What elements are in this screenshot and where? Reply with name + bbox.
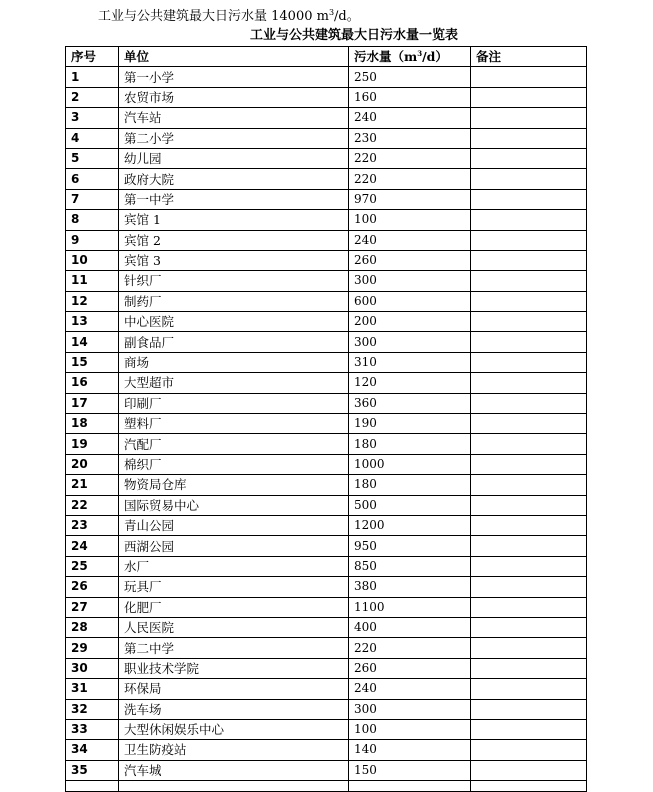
- table-row: [66, 67, 587, 87]
- row-note: [471, 414, 587, 434]
- row-flow: 260: [349, 658, 471, 678]
- row-unit: 第二小学: [119, 128, 349, 148]
- table-row: [66, 577, 587, 597]
- row-unit: 大型休闲娱乐中心: [119, 719, 349, 739]
- row-number: 35: [66, 760, 119, 780]
- row-unit: 农贸市场: [119, 87, 349, 107]
- header-note: 备注: [471, 47, 587, 67]
- table-row: [66, 128, 587, 148]
- table-row: [66, 679, 587, 699]
- cutoff-cell: [119, 781, 349, 792]
- row-flow: 400: [349, 617, 471, 637]
- table-row: [66, 352, 587, 372]
- header-unit: 单位: [119, 47, 349, 67]
- row-unit: 塑料厂: [119, 414, 349, 434]
- row-unit: 汽配厂: [119, 434, 349, 454]
- row-number: 2: [66, 87, 119, 107]
- row-flow: 180: [349, 434, 471, 454]
- row-unit: 职业技术学院: [119, 658, 349, 678]
- row-number: 34: [66, 740, 119, 760]
- table-row: [66, 475, 587, 495]
- row-unit: 化肥厂: [119, 597, 349, 617]
- row-unit: 玩具厂: [119, 577, 349, 597]
- table-row: [66, 515, 587, 535]
- table-row: [66, 414, 587, 434]
- row-note: [471, 699, 587, 719]
- header-flow-superscript: 3: [417, 49, 423, 59]
- table-row: [66, 332, 587, 352]
- row-unit: 大型超市: [119, 373, 349, 393]
- row-note: [471, 148, 587, 168]
- row-unit: 棉织厂: [119, 454, 349, 474]
- row-flow: 220: [349, 148, 471, 168]
- row-number: 21: [66, 475, 119, 495]
- cutoff-cell: [66, 781, 119, 792]
- row-number: 16: [66, 373, 119, 393]
- row-unit: 青山公园: [119, 515, 349, 535]
- row-number: 32: [66, 699, 119, 719]
- row-unit: 宾馆 2: [119, 230, 349, 250]
- row-number: 14: [66, 332, 119, 352]
- row-number: 1: [66, 67, 119, 87]
- row-number: 15: [66, 352, 119, 372]
- row-number: 6: [66, 169, 119, 189]
- table-row: [66, 760, 587, 780]
- row-note: [471, 495, 587, 515]
- row-note: [471, 638, 587, 658]
- table-row: [66, 556, 587, 576]
- row-flow: 300: [349, 332, 471, 352]
- row-unit: 第一小学: [119, 67, 349, 87]
- row-note: [471, 597, 587, 617]
- table-row: [66, 210, 587, 230]
- row-note: [471, 393, 587, 413]
- row-unit: 洗车场: [119, 699, 349, 719]
- row-unit: 宾馆 1: [119, 210, 349, 230]
- intro-text: 工业与公共建筑最大日污水量 14000 m: [98, 9, 329, 24]
- table-row: [66, 740, 587, 760]
- row-number: 33: [66, 719, 119, 739]
- table-row: [66, 454, 587, 474]
- cutoff-cell: [349, 781, 471, 792]
- row-flow: 500: [349, 495, 471, 515]
- row-number: 31: [66, 679, 119, 699]
- row-number: 25: [66, 556, 119, 576]
- row-flow: 1100: [349, 597, 471, 617]
- table-row: [66, 699, 587, 719]
- intro-line: [98, 8, 360, 26]
- row-note: [471, 271, 587, 291]
- row-number: 22: [66, 495, 119, 515]
- row-unit: 中心医院: [119, 312, 349, 332]
- row-number: 26: [66, 577, 119, 597]
- row-note: [471, 760, 587, 780]
- row-flow: 1200: [349, 515, 471, 535]
- row-note: [471, 189, 587, 209]
- row-number: 13: [66, 312, 119, 332]
- table-row: [66, 434, 587, 454]
- row-unit: 汽车城: [119, 760, 349, 780]
- row-note: [471, 536, 587, 556]
- row-unit: 西湖公园: [119, 536, 349, 556]
- row-flow: 160: [349, 87, 471, 107]
- row-number: 10: [66, 250, 119, 270]
- row-flow: 600: [349, 291, 471, 311]
- header-flow: [349, 47, 471, 67]
- row-number: 12: [66, 291, 119, 311]
- header-flow-post: /d）: [422, 49, 448, 65]
- row-flow: 200: [349, 312, 471, 332]
- row-note: [471, 454, 587, 474]
- table-row: [66, 719, 587, 739]
- row-number: 4: [66, 128, 119, 148]
- table-row-cutoff: [66, 781, 587, 792]
- row-flow: 360: [349, 393, 471, 413]
- row-number: 17: [66, 393, 119, 413]
- row-number: 3: [66, 108, 119, 128]
- row-flow: 300: [349, 699, 471, 719]
- row-note: [471, 617, 587, 637]
- row-unit: 幼儿园: [119, 148, 349, 168]
- row-note: [471, 291, 587, 311]
- row-flow: 220: [349, 638, 471, 658]
- row-unit: 第二中学: [119, 638, 349, 658]
- intro-superscript: 3: [328, 8, 335, 17]
- table-row: [66, 658, 587, 678]
- row-number: 23: [66, 515, 119, 535]
- table-row: [66, 312, 587, 332]
- row-number: 28: [66, 617, 119, 637]
- row-unit: 水厂: [119, 556, 349, 576]
- row-flow: 380: [349, 577, 471, 597]
- row-note: [471, 312, 587, 332]
- row-unit: 卫生防疫站: [119, 740, 349, 760]
- row-unit: 人民医院: [119, 617, 349, 637]
- table-row: [66, 393, 587, 413]
- row-unit: 针织厂: [119, 271, 349, 291]
- row-note: [471, 556, 587, 576]
- row-number: 30: [66, 658, 119, 678]
- table-row: [66, 250, 587, 270]
- row-flow: 180: [349, 475, 471, 495]
- row-flow: 240: [349, 230, 471, 250]
- table-row: [66, 617, 587, 637]
- row-note: [471, 169, 587, 189]
- sewage-table: [65, 46, 587, 792]
- table-row: [66, 271, 587, 291]
- row-note: [471, 719, 587, 739]
- table-row: [66, 373, 587, 393]
- row-note: [471, 230, 587, 250]
- row-note: [471, 658, 587, 678]
- row-unit: 汽车站: [119, 108, 349, 128]
- row-unit: 副食品厂: [119, 332, 349, 352]
- table-row: [66, 495, 587, 515]
- row-unit: 政府大院: [119, 169, 349, 189]
- row-flow: 100: [349, 719, 471, 739]
- row-flow: 240: [349, 679, 471, 699]
- row-note: [471, 515, 587, 535]
- row-note: [471, 332, 587, 352]
- table-row: [66, 536, 587, 556]
- header-row: [66, 47, 587, 67]
- row-flow: 260: [349, 250, 471, 270]
- table-row: [66, 108, 587, 128]
- row-flow: 950: [349, 536, 471, 556]
- table-row: [66, 148, 587, 168]
- row-flow: 230: [349, 128, 471, 148]
- row-unit: 制药厂: [119, 291, 349, 311]
- intro-tail: /d。: [334, 9, 360, 24]
- row-number: 9: [66, 230, 119, 250]
- row-flow: 850: [349, 556, 471, 576]
- row-flow: 310: [349, 352, 471, 372]
- row-number: 27: [66, 597, 119, 617]
- row-note: [471, 87, 587, 107]
- row-note: [471, 108, 587, 128]
- row-unit: 第一中学: [119, 189, 349, 209]
- row-flow: 240: [349, 108, 471, 128]
- row-note: [471, 475, 587, 495]
- row-note: [471, 740, 587, 760]
- table-row: [66, 638, 587, 658]
- row-note: [471, 67, 587, 87]
- row-flow: 300: [349, 271, 471, 291]
- row-number: 19: [66, 434, 119, 454]
- row-note: [471, 128, 587, 148]
- row-note: [471, 577, 587, 597]
- row-flow: 190: [349, 414, 471, 434]
- table-row: [66, 189, 587, 209]
- row-number: 20: [66, 454, 119, 474]
- cutoff-cell: [471, 781, 587, 792]
- table-body: [66, 67, 587, 792]
- row-number: 18: [66, 414, 119, 434]
- table-row: [66, 291, 587, 311]
- row-flow: 1000: [349, 454, 471, 474]
- header-flow-pre: 污水量（m: [354, 49, 418, 65]
- row-unit: 宾馆 3: [119, 250, 349, 270]
- table-row: [66, 230, 587, 250]
- row-note: [471, 373, 587, 393]
- row-note: [471, 250, 587, 270]
- row-flow: 250: [349, 67, 471, 87]
- row-number: 24: [66, 536, 119, 556]
- row-note: [471, 679, 587, 699]
- row-unit: 国际贸易中心: [119, 495, 349, 515]
- row-unit: 印刷厂: [119, 393, 349, 413]
- row-unit: 环保局: [119, 679, 349, 699]
- row-flow: 220: [349, 169, 471, 189]
- row-unit: 商场: [119, 352, 349, 372]
- row-number: 11: [66, 271, 119, 291]
- table-row: [66, 169, 587, 189]
- row-number: 8: [66, 210, 119, 230]
- row-flow: 970: [349, 189, 471, 209]
- row-flow: 120: [349, 373, 471, 393]
- row-flow: 150: [349, 760, 471, 780]
- table-row: [66, 597, 587, 617]
- table-row: [66, 87, 587, 107]
- row-note: [471, 210, 587, 230]
- row-number: 29: [66, 638, 119, 658]
- row-note: [471, 352, 587, 372]
- table-title: 工业与公共建筑最大日污水量一览表: [250, 28, 459, 43]
- header-no: 序号: [66, 47, 119, 67]
- row-flow: 140: [349, 740, 471, 760]
- row-flow: 100: [349, 210, 471, 230]
- row-number: 5: [66, 148, 119, 168]
- row-unit: 物资局仓库: [119, 475, 349, 495]
- row-note: [471, 434, 587, 454]
- row-number: 7: [66, 189, 119, 209]
